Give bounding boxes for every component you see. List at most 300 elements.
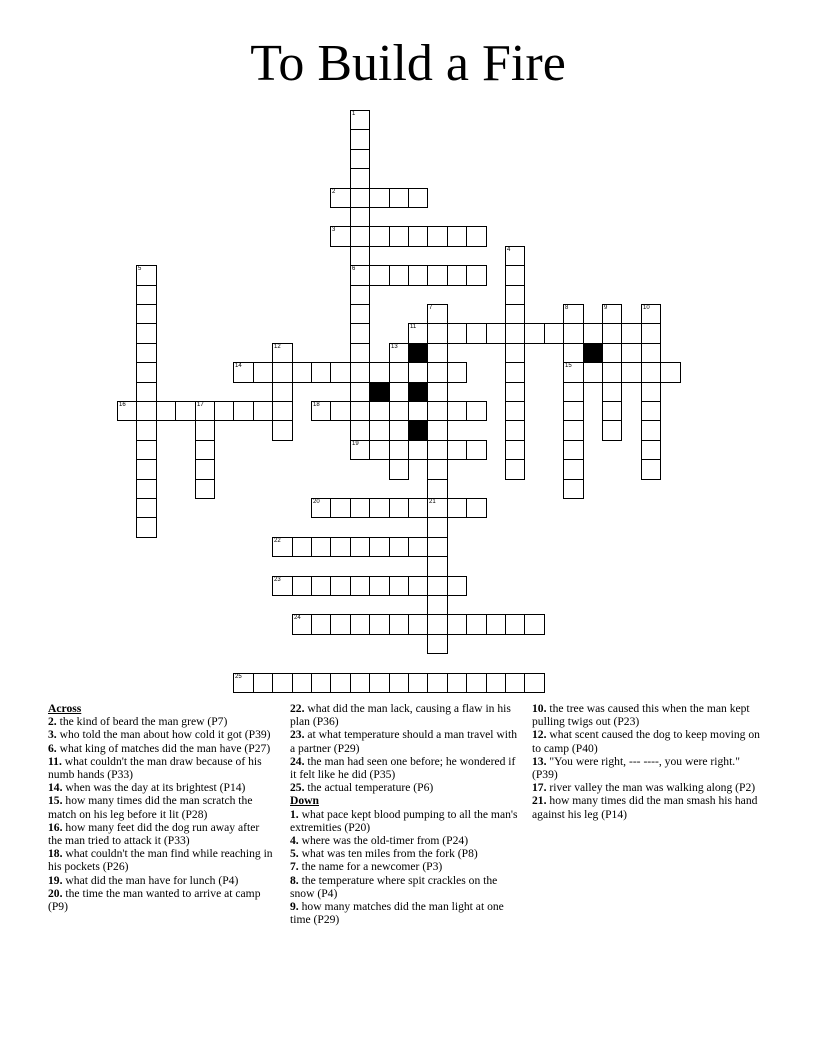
grid-cell[interactable] [427, 614, 448, 635]
clue-number-label: 23. [290, 728, 305, 742]
grid-cell[interactable] [350, 537, 370, 557]
clue-number-label: 22. [290, 702, 305, 715]
across-header: Across [48, 702, 82, 715]
clue-text: what was ten miles from the fork (P8) [301, 847, 478, 861]
grid-cell[interactable] [505, 285, 525, 305]
grid-cell[interactable] [563, 420, 584, 441]
grid-cell[interactable] [311, 498, 331, 518]
grid-cell[interactable] [350, 246, 370, 266]
grid-cell[interactable] [427, 401, 448, 421]
grid-cell[interactable] [330, 614, 351, 635]
clue-number: 19 [352, 441, 359, 447]
clue-number-label: 12. [532, 728, 547, 742]
grid-cell[interactable] [350, 226, 370, 247]
grid-cell[interactable] [389, 401, 409, 421]
down-clue [532, 728, 764, 754]
grid-cell[interactable] [389, 576, 409, 596]
clue-number-label: 25. [290, 781, 305, 795]
clue-number-label: 6. [48, 741, 57, 755]
clue-text: what couldn't the man draw because of his numb hands (P33) [48, 754, 262, 782]
clue-number-label: 8. [290, 873, 299, 887]
grid-cell[interactable] [330, 226, 351, 247]
grid-cell[interactable] [350, 285, 370, 305]
clue-number-label: 14. [48, 781, 63, 795]
grid-cell[interactable] [330, 673, 351, 693]
clue-number: 8 [565, 305, 569, 311]
across-clue [290, 702, 520, 728]
grid-cell[interactable] [466, 498, 487, 518]
grid-cell[interactable] [369, 576, 390, 596]
grid-cell[interactable] [350, 498, 370, 518]
grid-cell[interactable] [350, 420, 370, 441]
grid-cell[interactable] [563, 479, 584, 499]
grid-cell[interactable] [136, 382, 157, 402]
grid-cell[interactable] [136, 459, 157, 480]
clue-number-label: 17. [532, 781, 547, 795]
grid-cell[interactable] [505, 362, 525, 383]
grid-cell[interactable] [505, 673, 525, 693]
grid-cell[interactable] [427, 323, 448, 344]
clue-number: 22 [274, 538, 281, 544]
grid-cell[interactable] [311, 673, 331, 693]
clue-number-label: 11. [48, 754, 62, 768]
clue-text: when was the day at its brightest (P14) [65, 781, 246, 795]
grid-cell[interactable] [311, 576, 331, 596]
down-clue [532, 755, 764, 781]
grid-cell[interactable] [408, 188, 428, 208]
grid-cell[interactable] [136, 343, 157, 363]
grid-cell[interactable] [447, 323, 467, 344]
grid-cell[interactable] [369, 226, 390, 247]
grid-cell[interactable] [389, 459, 409, 480]
clue-number: 4 [507, 247, 511, 253]
down-clue [290, 874, 520, 900]
black-square [583, 343, 603, 363]
grid-cell[interactable] [311, 362, 331, 383]
grid-cell[interactable] [641, 323, 661, 344]
grid-cell[interactable] [253, 673, 273, 693]
grid-cell[interactable] [117, 401, 137, 421]
grid-cell[interactable] [195, 459, 215, 480]
grid-cell[interactable] [621, 323, 642, 344]
across-clue [48, 715, 276, 728]
grid-cell[interactable] [408, 226, 428, 247]
grid-cell[interactable] [136, 517, 157, 538]
grid-cell[interactable] [350, 614, 370, 635]
grid-cell[interactable] [447, 498, 467, 518]
black-square [408, 420, 428, 441]
grid-cell[interactable] [195, 440, 215, 460]
grid-cell[interactable] [427, 226, 448, 247]
across-clue [48, 794, 276, 820]
grid-cell[interactable] [641, 440, 661, 460]
grid-cell[interactable] [272, 362, 293, 383]
grid-cell[interactable] [136, 498, 157, 518]
grid-cell[interactable] [389, 362, 409, 383]
grid-cell[interactable] [292, 576, 312, 596]
grid-cell[interactable] [427, 440, 448, 460]
clue-text: how many matches did the man light at one time (P29) [290, 900, 504, 927]
clue-text: what couldn't the man find while reaching in his pockets (P26) [48, 847, 273, 874]
clue-number-label: 15. [48, 794, 63, 808]
grid-cell[interactable] [641, 382, 661, 402]
grid-cell[interactable] [563, 323, 584, 344]
clue-number-label: 10. [532, 702, 547, 715]
grid-cell[interactable] [292, 614, 312, 635]
grid-cell[interactable] [389, 614, 409, 635]
clue-number: 9 [604, 305, 608, 311]
clue-text: at what temperature should a man travel with a partner (P29) [290, 728, 517, 755]
grid-cell[interactable] [253, 362, 273, 383]
grid-cell[interactable] [524, 614, 545, 635]
clue-text: the tree was caused this when the man kept pulling twigs out (P23) [532, 702, 750, 729]
grid-cell[interactable] [408, 498, 428, 518]
grid-cell[interactable] [427, 537, 448, 557]
grid-cell[interactable] [389, 343, 409, 363]
clue-text: what king of matches did the man have (P27) [59, 741, 271, 755]
grid-cell[interactable] [427, 576, 448, 596]
clue-number-label: 2. [48, 715, 57, 729]
across-clue [290, 781, 520, 794]
grid-cell[interactable] [389, 673, 409, 693]
clue-number: 12 [274, 344, 281, 350]
grid-cell[interactable] [350, 265, 370, 286]
grid-cell[interactable] [505, 420, 525, 441]
clue-number: 3 [332, 227, 336, 233]
grid-cell[interactable] [466, 614, 487, 635]
grid-cell[interactable] [505, 246, 525, 266]
grid-cell[interactable] [369, 440, 390, 460]
grid-cell[interactable] [330, 576, 351, 596]
grid-cell[interactable] [350, 207, 370, 227]
grid-cell[interactable] [563, 401, 584, 421]
clue-text: river valley the man was walking along (P2) [549, 781, 756, 795]
clue-text: the actual temperature (P6) [307, 781, 434, 795]
grid-cell[interactable] [233, 673, 254, 693]
grid-cell[interactable] [486, 673, 506, 693]
grid-cell[interactable] [350, 382, 370, 402]
grid-cell[interactable] [505, 265, 525, 286]
clue-text: the name for a newcomer (P3) [301, 860, 443, 874]
clue-text: how many feet did the dog run away after the man tried to attack it (P33) [48, 820, 260, 848]
grid-cell[interactable] [447, 265, 467, 286]
clues-column-2 [290, 702, 520, 926]
grid-cell[interactable] [233, 401, 254, 421]
grid-cell[interactable] [389, 498, 409, 518]
across-clue [48, 847, 276, 873]
grid-cell[interactable] [427, 634, 448, 654]
clue-number-label: 13. [532, 754, 547, 768]
grid-cell[interactable] [427, 382, 448, 402]
clue-number-label: 21. [532, 794, 547, 808]
grid-cell[interactable] [583, 323, 603, 344]
grid-cell[interactable] [311, 401, 331, 421]
clue-text: the man had seen one before; he wondered if it felt like he did (P35) [290, 754, 516, 782]
grid-cell[interactable] [641, 459, 661, 480]
grid-cell[interactable] [505, 323, 525, 344]
clue-number-label: 16. [48, 820, 63, 834]
clue-text: the temperature where spit crackles on the snow (P4) [290, 873, 498, 900]
grid-cell[interactable] [175, 401, 196, 421]
grid-cell[interactable] [427, 265, 448, 286]
grid-cell[interactable] [505, 401, 525, 421]
grid-cell[interactable] [369, 673, 390, 693]
grid-cell[interactable] [427, 498, 448, 518]
grid-cell[interactable] [641, 304, 661, 324]
grid-cell[interactable] [641, 420, 661, 441]
grid-cell[interactable] [136, 479, 157, 499]
clue-number: 5 [138, 266, 142, 272]
clue-number-label: 1. [290, 807, 299, 821]
grid-cell[interactable] [136, 440, 157, 460]
grid-cell[interactable] [427, 595, 448, 615]
grid-cell[interactable] [350, 440, 370, 460]
grid-cell[interactable] [350, 343, 370, 363]
grid-cell[interactable] [583, 362, 603, 383]
grid-cell[interactable] [292, 673, 312, 693]
grid-cell[interactable] [350, 149, 370, 169]
grid-cell[interactable] [544, 323, 564, 344]
grid-cell[interactable] [389, 382, 409, 402]
across-clue [48, 742, 276, 755]
grid-cell[interactable] [486, 614, 506, 635]
grid-cell[interactable] [408, 673, 428, 693]
grid-cell[interactable] [350, 576, 370, 596]
grid-cell[interactable] [602, 323, 622, 344]
clue-number: 16 [119, 402, 126, 408]
grid-cell[interactable] [369, 265, 390, 286]
clue-number-label: 18. [48, 847, 63, 861]
grid-cell[interactable] [486, 323, 506, 344]
clue-number-label: 24. [290, 754, 305, 768]
clue-number: 21 [429, 499, 436, 505]
clue-number-label: 19. [48, 873, 63, 887]
grid-cell[interactable] [350, 362, 370, 383]
grid-cell[interactable] [563, 382, 584, 402]
grid-cell[interactable] [330, 537, 351, 557]
grid-cell[interactable] [641, 362, 661, 383]
clue-number: 17 [197, 402, 204, 408]
grid-cell[interactable] [195, 479, 215, 499]
grid-cell[interactable] [447, 226, 467, 247]
grid-cell[interactable] [427, 459, 448, 480]
across-clue [48, 728, 276, 741]
grid-cell[interactable] [408, 401, 428, 421]
clues-column-1 [48, 702, 276, 913]
grid-cell[interactable] [214, 401, 234, 421]
across-clue [48, 781, 276, 794]
grid-cell[interactable] [660, 362, 681, 383]
grid-cell[interactable] [602, 343, 622, 363]
grid-cell[interactable] [369, 188, 390, 208]
grid-cell[interactable] [408, 614, 428, 635]
grid-cell[interactable] [447, 362, 467, 383]
grid-cell[interactable] [408, 265, 428, 286]
grid-cell[interactable] [136, 265, 157, 286]
grid-cell[interactable] [602, 362, 622, 383]
grid-cell[interactable] [563, 343, 584, 363]
grid-cell[interactable] [272, 576, 293, 596]
grid-cell[interactable] [563, 440, 584, 460]
clue-text: how many times did the man scratch the match on his leg before it lit (P28) [48, 794, 253, 821]
clue-number-label: 9. [290, 900, 299, 914]
grid-cell[interactable] [408, 323, 428, 344]
grid-cell[interactable] [447, 673, 467, 693]
grid-cell[interactable] [524, 323, 545, 344]
clue-text: what did the man lack, causing a flaw in his plan (P36) [290, 702, 511, 729]
down-clue [290, 900, 520, 926]
grid-cell[interactable] [195, 420, 215, 441]
grid-cell[interactable] [350, 129, 370, 150]
grid-cell[interactable] [350, 188, 370, 208]
grid-cell[interactable] [253, 401, 273, 421]
clue-number-label: 5. [290, 847, 299, 861]
grid-cell[interactable] [330, 401, 351, 421]
clues-column-3 [532, 702, 764, 821]
black-square [369, 382, 390, 402]
down-clue [532, 794, 764, 820]
grid-cell[interactable] [466, 323, 487, 344]
grid-cell[interactable] [563, 362, 584, 383]
grid-cell[interactable] [408, 440, 428, 460]
black-square [408, 343, 428, 363]
grid-cell[interactable] [330, 498, 351, 518]
grid-cell[interactable] [447, 401, 467, 421]
grid-cell[interactable] [369, 362, 390, 383]
grid-cell[interactable] [427, 556, 448, 577]
grid-cell[interactable] [641, 343, 661, 363]
clue-number: 10 [643, 305, 650, 311]
grid-cell[interactable] [272, 343, 293, 363]
grid-cell[interactable] [563, 304, 584, 324]
grid-cell[interactable] [563, 459, 584, 480]
grid-cell[interactable] [447, 614, 467, 635]
grid-cell[interactable] [330, 362, 351, 383]
grid-cell[interactable] [272, 401, 293, 421]
grid-cell[interactable] [427, 517, 448, 538]
grid-cell[interactable] [524, 673, 545, 693]
clue-text: the time the man wanted to arrive at camp (P9) [48, 886, 261, 914]
clue-text: who told the man about how cold it got (P39) [59, 728, 271, 742]
across-clue [48, 755, 276, 781]
grid-cell[interactable] [369, 401, 390, 421]
grid-cell[interactable] [136, 401, 157, 421]
clue-text: "You were right, --- ----, you were right." (P39) [532, 754, 740, 782]
across-clue [290, 728, 520, 754]
down-clue [290, 847, 520, 860]
grid-cell[interactable] [466, 226, 487, 247]
grid-cell[interactable] [602, 401, 622, 421]
grid-cell[interactable] [272, 673, 293, 693]
grid-cell[interactable] [505, 459, 525, 480]
grid-cell[interactable] [389, 188, 409, 208]
grid-cell[interactable] [369, 498, 390, 518]
grid-cell[interactable] [272, 420, 293, 441]
grid-cell[interactable] [389, 265, 409, 286]
grid-cell[interactable] [602, 420, 622, 441]
across-clue [48, 821, 276, 847]
clue-number: 6 [352, 266, 356, 272]
clue-number: 15 [565, 363, 572, 369]
grid-cell[interactable] [427, 343, 448, 363]
grid-cell[interactable] [427, 673, 448, 693]
grid-cell[interactable] [466, 673, 487, 693]
grid-cell[interactable] [427, 304, 448, 324]
grid-cell[interactable] [408, 576, 428, 596]
grid-cell[interactable] [350, 323, 370, 344]
grid-cell[interactable] [136, 362, 157, 383]
clue-number-label: 20. [48, 886, 63, 900]
grid-cell[interactable] [292, 537, 312, 557]
grid-cell[interactable] [272, 537, 293, 557]
down-clue [290, 834, 520, 847]
grid-cell[interactable] [621, 362, 642, 383]
grid-cell[interactable] [292, 362, 312, 383]
grid-cell[interactable] [408, 362, 428, 383]
grid-cell[interactable] [466, 265, 487, 286]
grid-cell[interactable] [350, 401, 370, 421]
grid-cell[interactable] [408, 537, 428, 557]
grid-cell[interactable] [466, 401, 487, 421]
grid-cell[interactable] [427, 420, 448, 441]
grid-cell[interactable] [350, 673, 370, 693]
grid-cell[interactable] [311, 614, 331, 635]
grid-cell[interactable] [505, 440, 525, 460]
grid-cell[interactable] [272, 382, 293, 402]
grid-cell[interactable] [389, 537, 409, 557]
grid-cell[interactable] [195, 401, 215, 421]
grid-cell[interactable] [156, 401, 176, 421]
grid-cell[interactable] [447, 440, 467, 460]
grid-cell[interactable] [389, 226, 409, 247]
grid-cell[interactable] [602, 382, 622, 402]
grid-cell[interactable] [311, 537, 331, 557]
clue-text: the kind of beard the man grew (P7) [59, 715, 228, 729]
grid-cell[interactable] [641, 401, 661, 421]
grid-cell[interactable] [389, 440, 409, 460]
grid-cell[interactable] [427, 362, 448, 383]
down-header: Down [290, 794, 319, 808]
grid-cell[interactable] [136, 420, 157, 441]
grid-cell[interactable] [505, 343, 525, 363]
down-clue [532, 781, 764, 794]
clue-number-label: 3. [48, 728, 57, 742]
grid-cell[interactable] [330, 188, 351, 208]
grid-cell[interactable] [505, 614, 525, 635]
grid-cell[interactable] [389, 420, 409, 441]
grid-cell[interactable] [505, 304, 525, 324]
clue-number-label: 4. [290, 834, 299, 848]
grid-cell[interactable] [505, 382, 525, 402]
grid-cell[interactable] [602, 304, 622, 324]
grid-cell[interactable] [136, 323, 157, 344]
grid-cell[interactable] [447, 576, 467, 596]
grid-cell[interactable] [350, 304, 370, 324]
grid-cell[interactable] [136, 285, 157, 305]
grid-cell[interactable] [427, 479, 448, 499]
clue-text: where was the old-timer from (P24) [301, 834, 469, 848]
grid-cell[interactable] [369, 537, 390, 557]
clue-number: 25 [235, 674, 242, 680]
clue-number: 1 [352, 111, 356, 117]
grid-cell[interactable] [466, 440, 487, 460]
grid-cell[interactable] [350, 168, 370, 189]
grid-cell[interactable] [136, 304, 157, 324]
grid-cell[interactable] [350, 110, 370, 130]
grid-cell[interactable] [369, 614, 390, 635]
clue-text: what scent caused the dog to keep moving on to camp (P40) [532, 728, 760, 755]
grid-cell[interactable] [233, 362, 254, 383]
